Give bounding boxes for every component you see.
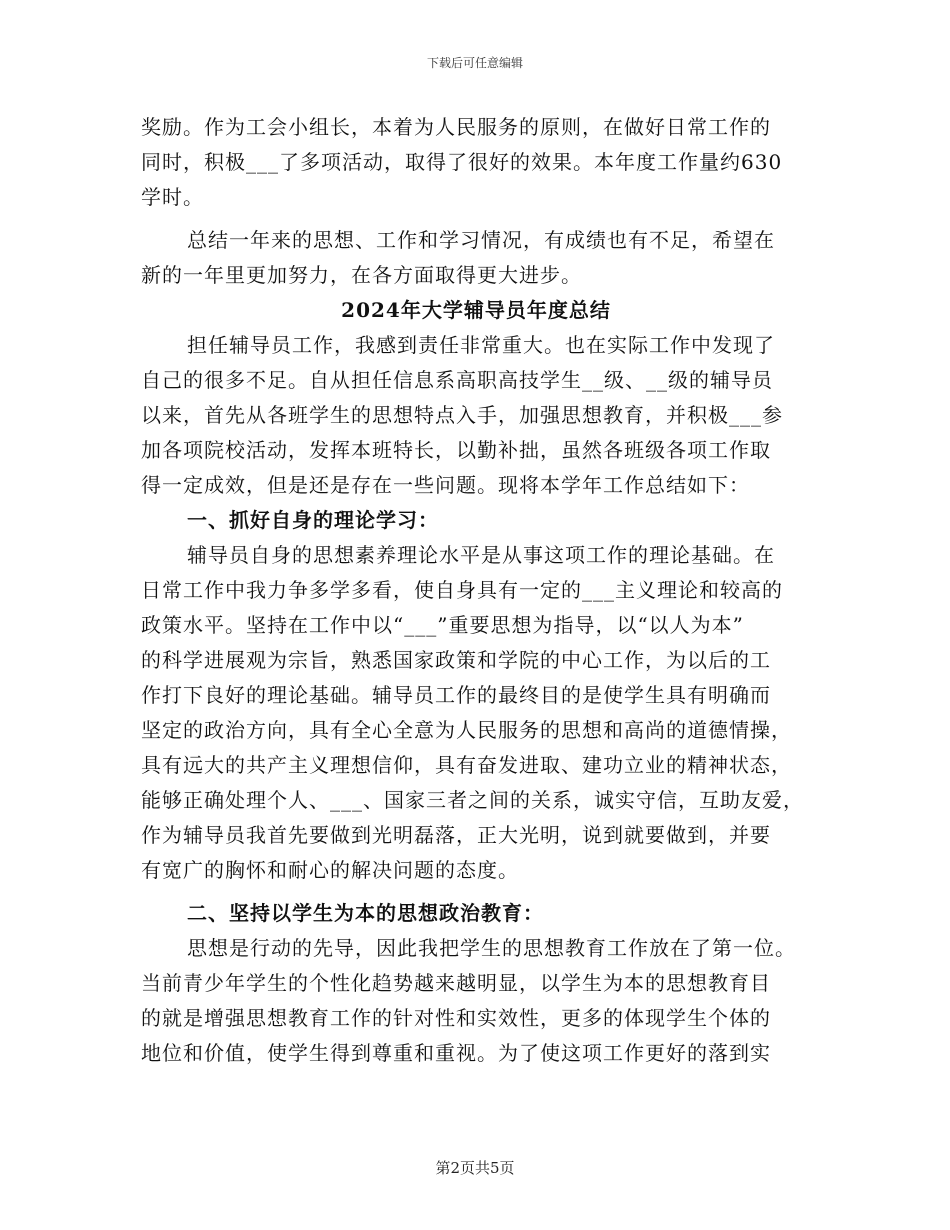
text-line: 学时。 — [141, 185, 204, 209]
text-line: 作打下良好的理论基础。辅导员工作的最终目的是使学生具有明确而 — [141, 683, 771, 707]
text-line: 自己的很多不足。自从担任信息系高职高技学生__级、__级的辅导员 — [141, 368, 773, 392]
text-line: 有宽广的胸怀和耐心的解决问题的态度。 — [141, 858, 519, 882]
document-body — [141, 110, 811, 1071]
text-line: 当前青少年学生的个性化趋势越来越明显，以学生为本的思想教育目 — [141, 971, 771, 995]
text-line: 得一定成效，但是还是存在一些问题。现将本学年工作总结如下： — [141, 473, 750, 497]
text-line: 奖励。作为工会小组长，本着为人民服务的原则，在做好日常工作的 — [141, 115, 771, 139]
section-heading-2: 二、坚持以学生为本的思想政治教育： — [187, 901, 544, 925]
text-line: 辅导员自身的思想素养理论水平是从事这项工作的理论基础。在 — [187, 543, 775, 567]
text-line: 加各项院校活动，发挥本班特长，以勤补拙，虽然各班级各项工作取 — [141, 438, 771, 462]
document-title: 2024年大学辅导员年度总结 — [341, 298, 611, 322]
text-line: 的科学进展观为宗旨，熟悉国家政策和学院的中心工作，为以后的工 — [141, 648, 771, 672]
page-footer: 第2页共5页 — [435, 1159, 515, 1177]
text-line: 政策水平。坚持在工作中以“___”重要思想为指导，以“以人为本” — [141, 613, 744, 637]
text-line: 同时，积极___了多项活动，取得了很好的效果。本年度工作量约630 — [141, 150, 783, 174]
page-header: 下载后可任意编辑 — [426, 56, 523, 70]
section-heading-1: 一、抓好自身的理论学习： — [187, 508, 439, 532]
text-line: 的就是增强思想教育工作的针对性和实效性，更多的体现学生个体的 — [141, 1006, 771, 1030]
text-line: 思想是行动的先导，因此我把学生的思想教育工作放在了第一位。 — [187, 936, 796, 960]
text-line: 地位和价值，使学生得到尊重和重视。为了使这项工作更好的落到实 — [141, 1041, 771, 1065]
text-line: 作为辅导员我首先要做到光明磊落，正大光明，说到就要做到，并要 — [141, 823, 771, 847]
text-line: 能够正确处理个人、___、国家三者之间的关系，诚实守信，互助友爱， — [141, 788, 804, 812]
text-line: 坚定的政治方向，具有全心全意为人民服务的思想和高尚的道德情操， — [141, 718, 792, 742]
text-line: 担任辅导员工作，我感到责任非常重大。也在实际工作中发现了 — [187, 333, 775, 357]
text-line: 新的一年里更加努力，在各方面取得更大进步。 — [141, 263, 582, 287]
text-line: 以来，首先从各班学生的思想特点入手，加强思想教育，并积极___参 — [141, 403, 783, 427]
text-line: 具有远大的共产主义理想信仰，具有奋发进取、建功立业的精神状态， — [141, 753, 792, 777]
text-line: 日常工作中我力争多学多看，使自身具有一定的___主义理论和较高的 — [141, 578, 783, 602]
text-line: 总结一年来的思想、工作和学习情况，有成绩也有不足，希望在 — [187, 228, 775, 252]
